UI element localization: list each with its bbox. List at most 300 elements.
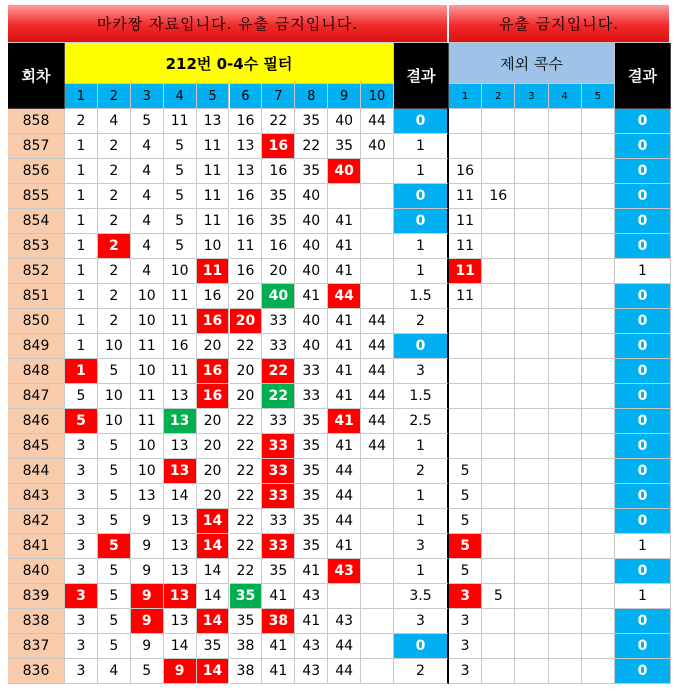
excluded-number-cell: 11 [449,234,482,259]
filter-column-number: 2 [98,84,131,109]
filter-number-cell [361,159,394,184]
excluded-number-cell [449,359,482,384]
filter-number-cell: 20 [230,284,263,309]
excluded-number-cell [482,334,515,359]
filter-number-cell: 2 [98,284,131,309]
result-cell: 0 [394,209,449,234]
round-cell: 849 [8,334,65,359]
result2-cell: 0 [615,509,671,534]
filter-column-number: 6 [230,84,263,109]
filter-column-number: 7 [262,84,295,109]
filter-number-cell: 35 [197,634,230,659]
result2-cell: 0 [615,159,671,184]
filter-number-cell: 2 [98,234,131,259]
filter-number-cell: 44 [328,484,361,509]
excluded-number-cell [582,559,615,584]
filter-number-cell: 35 [262,209,295,234]
filter-number-cell: 1 [65,359,98,384]
filter-number-cell: 5 [98,609,131,634]
filter-number-cell: 11 [131,409,164,434]
filter-number-cell: 10 [131,434,164,459]
excluded-number-cell [482,209,515,234]
excluded-number-cell [482,159,515,184]
filter-number-cell: 11 [164,359,197,384]
filter-number-cell: 40 [295,309,328,334]
filter-number-cell: 13 [131,484,164,509]
filter-number-cell: 3 [65,609,98,634]
filter-number-cell: 1 [65,209,98,234]
filter-number-cell: 13 [164,509,197,534]
result-cell: 1 [394,159,449,184]
excluded-number-cell [515,384,548,409]
result-cell: 2.5 [394,409,449,434]
excluded-number-cell: 11 [449,184,482,209]
filter-number-cell: 44 [361,334,394,359]
filter-number-cell: 20 [197,484,230,509]
round-cell: 841 [8,534,65,559]
filter-number-cell: 35 [230,609,263,634]
excluded-number-cell [549,584,582,609]
excluded-number-cell [482,409,515,434]
filter-number-cell: 43 [295,659,328,684]
filter-number-cell: 4 [131,134,164,159]
filter-number-cell [361,209,394,234]
round-header: 회차 [8,43,65,109]
filter-number-cell: 14 [197,509,230,534]
right-title: 유출 금지입니다. [449,5,671,43]
filter-number-cell: 20 [197,459,230,484]
filter-number-cell: 41 [328,334,361,359]
filter-number-cell: 3 [65,559,98,584]
filter-number-cell: 33 [295,384,328,409]
filter-column-number: 10 [361,84,394,109]
filter-number-cell: 11 [164,109,197,134]
excluded-number-cell: 16 [482,184,515,209]
filter-number-cell: 22 [230,409,263,434]
filter-number-cell: 13 [230,134,263,159]
result2-cell: 0 [615,459,671,484]
filter-number-cell: 1 [65,334,98,359]
result2-header: 결과 [615,43,671,109]
excluded-number-cell [582,109,615,134]
excluded-number-cell [549,534,582,559]
excluded-column-number: 4 [549,84,582,109]
filter-number-cell: 41 [295,559,328,584]
filter-number-cell: 35 [295,109,328,134]
filter-number-cell: 14 [164,634,197,659]
excluded-number-cell [515,334,548,359]
filter-number-cell: 2 [98,134,131,159]
excluded-column-number: 2 [482,84,515,109]
filter-number-cell: 35 [295,534,328,559]
filter-number-cell: 22 [262,384,295,409]
result-cell: 1 [394,134,449,159]
excluded-number-cell [515,534,548,559]
filter-number-cell [361,534,394,559]
filter-number-cell: 33 [295,359,328,384]
filter-number-cell: 41 [328,309,361,334]
filter-number-cell: 5 [98,359,131,384]
filter-number-cell: 44 [328,509,361,534]
filter-number-cell: 5 [98,559,131,584]
result-cell: 1 [394,509,449,534]
filter-number-cell: 3 [65,509,98,534]
excluded-number-cell [582,284,615,309]
excluded-number-cell [582,509,615,534]
filter-number-cell: 41 [262,634,295,659]
filter-number-cell: 11 [197,259,230,284]
result-cell: 3 [394,609,449,634]
result2-cell: 0 [615,184,671,209]
result-cell: 1 [394,559,449,584]
filter-number-cell: 16 [262,234,295,259]
filter-number-cell: 1 [65,134,98,159]
result-cell: 2 [394,459,449,484]
excluded-number-cell: 11 [449,284,482,309]
filter-number-cell: 44 [361,309,394,334]
filter-number-cell: 3 [65,484,98,509]
filter-number-cell: 41 [328,409,361,434]
filter-number-cell: 10 [98,334,131,359]
filter-number-cell [361,259,394,284]
filter-number-cell: 11 [197,209,230,234]
result2-cell: 0 [615,234,671,259]
filter-number-cell: 44 [328,659,361,684]
excluded-number-cell [549,634,582,659]
excluded-number-cell [549,184,582,209]
filter-column-number: 4 [164,84,197,109]
excluded-number-cell [582,459,615,484]
result2-cell: 0 [615,434,671,459]
excluded-number-cell [582,659,615,684]
filter-number-cell [328,184,361,209]
excluded-number-cell [582,209,615,234]
filter-number-cell: 11 [230,234,263,259]
filter-number-cell: 35 [328,134,361,159]
filter-number-cell: 3 [65,534,98,559]
excluded-number-cell [549,409,582,434]
filter-number-cell: 14 [164,484,197,509]
filter-number-cell: 11 [197,134,230,159]
result2-cell: 0 [615,109,671,134]
excluded-number-cell: 3 [449,634,482,659]
filter-number-cell: 38 [262,609,295,634]
filter-number-cell: 1 [65,159,98,184]
round-cell: 836 [8,659,65,684]
filter-number-cell: 40 [295,259,328,284]
result2-cell: 0 [615,634,671,659]
result2-cell: 0 [615,209,671,234]
excluded-number-cell [482,359,515,384]
filter-number-cell: 13 [197,109,230,134]
excluded-number-cell: 5 [449,534,482,559]
filter-number-cell: 16 [230,184,263,209]
filter-number-cell: 5 [131,659,164,684]
filter-number-cell: 43 [328,609,361,634]
excluded-number-cell [582,584,615,609]
filter-number-cell: 22 [230,509,263,534]
excluded-number-cell [582,434,615,459]
excluded-number-cell [549,609,582,634]
excluded-number-cell [515,559,548,584]
filter-number-cell: 3 [65,584,98,609]
filter-number-cell: 41 [295,284,328,309]
filter-number-cell: 33 [262,534,295,559]
excluded-number-cell [482,534,515,559]
filter-number-cell: 1 [65,309,98,334]
result-cell: 0 [394,109,449,134]
excluded-number-cell [482,459,515,484]
filter-number-cell: 9 [131,559,164,584]
filter-number-cell: 40 [295,184,328,209]
filter-number-cell: 10 [164,259,197,284]
filter-column-number: 1 [65,84,98,109]
excluded-number-cell [582,609,615,634]
excluded-number-cell: 5 [482,584,515,609]
filter-number-cell: 33 [262,484,295,509]
filter-number-cell: 38 [230,634,263,659]
excluded-number-cell [515,259,548,284]
excluded-number-cell [549,109,582,134]
filter-number-cell: 2 [98,259,131,284]
filter-number-cell: 33 [262,434,295,459]
excluded-number-cell [482,259,515,284]
round-cell: 838 [8,609,65,634]
filter-column-number: 9 [328,84,361,109]
filter-number-cell: 41 [328,259,361,284]
filter-number-cell: 43 [328,559,361,584]
excluded-number-cell [515,459,548,484]
excluded-number-cell [549,459,582,484]
filter-number-cell: 22 [230,559,263,584]
filter-number-cell: 16 [262,159,295,184]
filter-number-cell: 2 [98,309,131,334]
result-cell: 1.5 [394,284,449,309]
result-header: 결과 [394,43,449,109]
filter-number-cell: 10 [131,459,164,484]
excluded-number-cell [515,309,548,334]
excluded-number-cell [515,509,548,534]
excluded-number-cell [582,159,615,184]
excluded-number-cell [449,434,482,459]
filter-number-cell [361,584,394,609]
excluded-number-cell [449,134,482,159]
filter-number-cell: 38 [230,659,263,684]
result-cell: 1 [394,484,449,509]
filter-number-cell: 35 [295,459,328,484]
filter-number-cell: 10 [197,234,230,259]
filter-number-cell: 43 [295,584,328,609]
filter-number-cell: 40 [328,109,361,134]
round-cell: 853 [8,234,65,259]
excluded-number-cell [449,309,482,334]
filter-number-cell: 16 [197,384,230,409]
excluded-number-cell [549,159,582,184]
excluded-number-cell: 11 [449,209,482,234]
filter-number-cell: 20 [197,334,230,359]
filter-number-cell: 1 [65,184,98,209]
filter-number-cell: 44 [361,434,394,459]
filter-number-cell: 11 [131,384,164,409]
filter-number-cell: 14 [197,559,230,584]
filter-number-cell: 10 [98,409,131,434]
excluded-number-cell [482,559,515,584]
excluded-number-cell [549,659,582,684]
excluded-number-cell: 3 [449,584,482,609]
round-cell: 840 [8,559,65,584]
filter-number-cell: 10 [131,309,164,334]
filter-number-cell: 4 [98,659,131,684]
filter-number-cell: 9 [131,584,164,609]
result-cell: 3 [394,534,449,559]
filter-number-cell: 44 [328,284,361,309]
excluded-number-cell: 5 [449,484,482,509]
filter-number-cell: 5 [164,209,197,234]
excluded-number-cell [482,309,515,334]
filter-number-cell: 40 [295,209,328,234]
filter-number-cell: 11 [197,184,230,209]
filter-number-cell: 2 [98,159,131,184]
filter-number-cell [361,484,394,509]
excluded-number-cell [582,334,615,359]
filter-number-cell: 11 [197,159,230,184]
filter-number-cell: 41 [328,434,361,459]
filter-column-number: 3 [131,84,164,109]
excluded-number-cell: 16 [449,159,482,184]
excluded-number-cell [449,334,482,359]
excluded-number-cell [482,284,515,309]
filter-number-cell [361,509,394,534]
filter-number-cell [361,459,394,484]
filter-number-cell: 22 [262,109,295,134]
filter-number-cell: 14 [197,609,230,634]
filter-number-cell: 13 [164,534,197,559]
round-cell: 837 [8,634,65,659]
filter-number-cell: 33 [262,459,295,484]
excluded-number-cell [582,134,615,159]
filter-number-cell: 16 [230,209,263,234]
result-cell: 1 [394,434,449,459]
filter-number-cell [361,659,394,684]
round-cell: 857 [8,134,65,159]
excluded-number-cell: 11 [449,259,482,284]
filter-number-cell: 5 [65,384,98,409]
filter-number-cell: 9 [164,659,197,684]
excluded-column-number: 1 [449,84,482,109]
filter-number-cell: 13 [164,609,197,634]
filter-number-cell: 22 [230,459,263,484]
filter-number-cell: 43 [295,634,328,659]
filter-number-cell: 3 [65,659,98,684]
excluded-number-cell [515,409,548,434]
result2-cell: 0 [615,484,671,509]
filter-number-cell: 40 [262,284,295,309]
excluded-title: 제외 콕수 [449,43,615,84]
filter-number-cell: 44 [328,634,361,659]
filter-number-cell: 10 [131,359,164,384]
result-cell: 2 [394,659,449,684]
excluded-number-cell [482,134,515,159]
excluded-number-cell [482,659,515,684]
excluded-number-cell [582,259,615,284]
filter-number-cell [361,184,394,209]
filter-number-cell: 35 [295,409,328,434]
filter-number-cell [361,634,394,659]
filter-number-cell: 5 [98,584,131,609]
filter-number-cell: 5 [164,159,197,184]
excluded-number-cell [549,359,582,384]
excluded-number-cell: 5 [449,559,482,584]
round-cell: 854 [8,209,65,234]
filter-number-cell: 13 [164,459,197,484]
filter-number-cell: 41 [328,359,361,384]
filter-number-cell: 11 [131,334,164,359]
result2-cell: 1 [615,259,671,284]
excluded-number-cell [515,134,548,159]
filter-number-cell: 1 [65,259,98,284]
filter-number-cell: 20 [197,434,230,459]
filter-number-cell: 44 [361,109,394,134]
filter-number-cell: 35 [262,184,295,209]
result2-cell: 0 [615,559,671,584]
excluded-number-cell [482,234,515,259]
excluded-column-number: 3 [515,84,548,109]
excluded-column-number: 5 [582,84,615,109]
round-cell: 843 [8,484,65,509]
excluded-number-cell: 5 [449,459,482,484]
filter-number-cell: 13 [164,559,197,584]
filter-number-cell: 44 [361,384,394,409]
excluded-number-cell [549,559,582,584]
result2-cell: 0 [615,334,671,359]
filter-number-cell: 16 [197,309,230,334]
filter-number-cell: 9 [131,534,164,559]
filter-number-cell [328,584,361,609]
round-cell: 856 [8,159,65,184]
filter-number-cell: 1 [65,234,98,259]
filter-number-cell [361,559,394,584]
round-cell: 848 [8,359,65,384]
filter-number-cell: 40 [361,134,394,159]
filter-number-cell: 35 [295,159,328,184]
excluded-number-cell [549,259,582,284]
excluded-number-cell [482,384,515,409]
filter-number-cell: 16 [230,259,263,284]
filter-number-cell: 5 [98,534,131,559]
filter-number-cell: 41 [262,584,295,609]
filter-number-cell: 40 [295,334,328,359]
excluded-number-cell [515,659,548,684]
result-cell: 0 [394,184,449,209]
filter-number-cell: 5 [98,509,131,534]
filter-number-cell: 4 [131,159,164,184]
filter-number-cell: 16 [262,134,295,159]
filter-number-cell: 2 [65,109,98,134]
filter-number-cell: 5 [98,634,131,659]
result-cell: 3 [394,359,449,384]
filter-number-cell: 5 [98,484,131,509]
filter-number-cell: 4 [131,209,164,234]
excluded-number-cell [582,409,615,434]
result-cell: 0 [394,334,449,359]
excluded-number-cell [515,109,548,134]
filter-number-cell: 41 [295,609,328,634]
excluded-number-cell [582,484,615,509]
filter-number-cell: 22 [230,484,263,509]
filter-number-cell: 20 [230,359,263,384]
excluded-number-cell [549,484,582,509]
filter-number-cell: 14 [197,584,230,609]
